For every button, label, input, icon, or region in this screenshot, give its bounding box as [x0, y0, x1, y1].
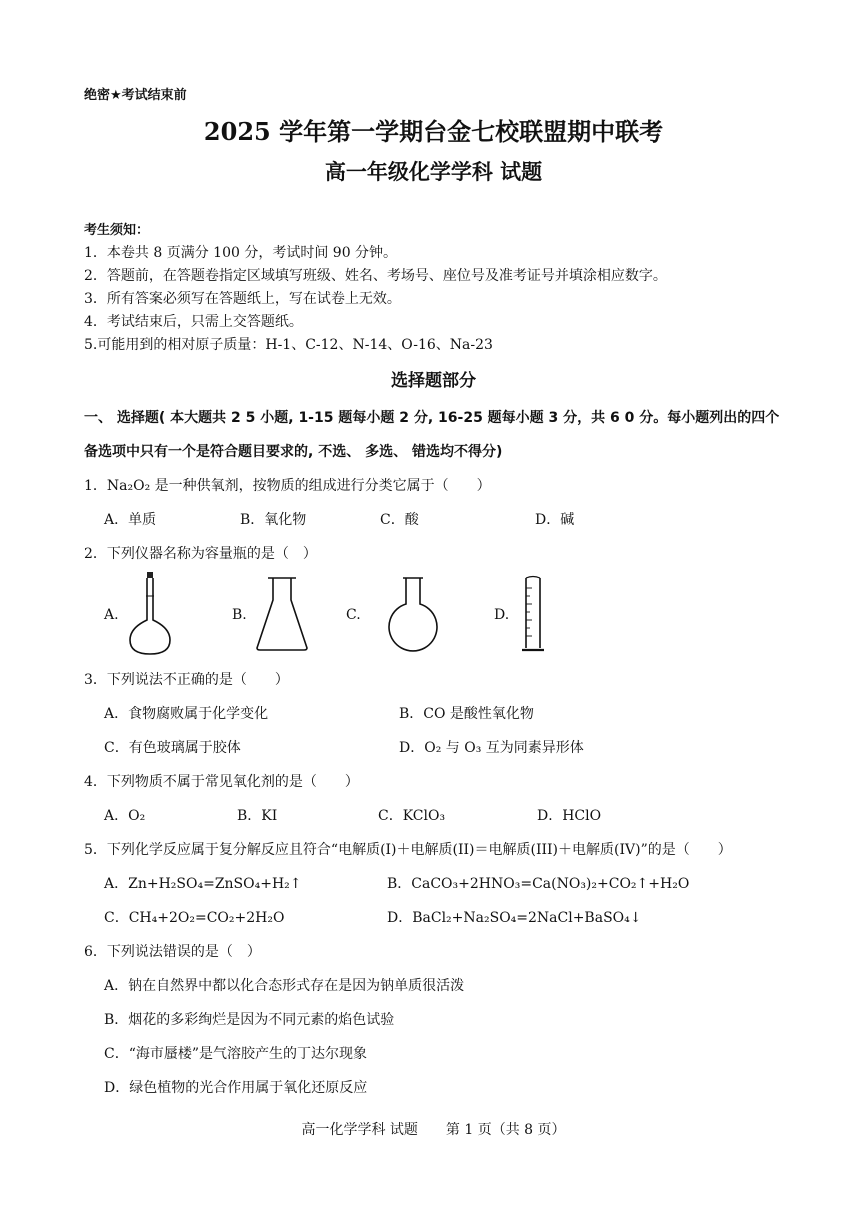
exam-subtitle: 高一年级化学学科 试题 [324, 160, 543, 184]
question-1-option-c: C．酸 [380, 512, 419, 528]
question-4-option-a: A．O₂ [104, 808, 146, 824]
question-1-option-b: B．氧化物 [240, 512, 307, 528]
question-1-option-a: A．单质 [104, 512, 157, 528]
question-3-option-c: C．有色玻璃属于胶体 [104, 740, 241, 756]
question-1-stem: 1．Na₂O₂ 是一种供氧剂，按物质的组成进行分类它属于（ ） [84, 478, 491, 494]
question-2-option-a: A. [104, 607, 119, 623]
question-6-option-c: C．“海市蜃楼”是气溶胶产生的丁达尔现象 [104, 1046, 368, 1062]
notice-item: 5.可能用到的相对原子质量：H-1、C-12、N-14、O-16、Na-23 [84, 337, 493, 353]
question-6-option-b: B．烟花的多彩绚烂是因为不同元素的焰色试验 [104, 1012, 395, 1028]
conical-flask-icon [254, 576, 310, 652]
question-5-option-b: B．CaCO₃+2HNO₃=Ca(NO₃)₂+CO₂↑+H₂O [387, 876, 690, 892]
notice-item: 3．所有答案必须写在答题纸上，写在试卷上无效。 [84, 291, 401, 307]
confidential-seal: 绝密★考试结束前 [84, 88, 187, 103]
question-2-option-d: D. [494, 607, 510, 623]
volumetric-flask-icon [126, 570, 176, 656]
instructions-line-2: 备选项中只有一个是符合题目要求的, 不选、 多选、 错选均不得分) [84, 444, 503, 460]
graduated-cylinder-icon [518, 574, 548, 654]
question-4-option-d: D．HClO [537, 808, 602, 824]
question-1-option-d: D．碱 [535, 512, 575, 528]
question-5-option-d: D．BaCl₂+Na₂SO₄=2NaCl+BaSO₄↓ [387, 910, 642, 926]
question-6-stem: 6．下列说法错误的是（ ） [84, 944, 261, 960]
question-3-option-b: B．CO 是酸性氧化物 [399, 706, 534, 722]
question-2-option-b: B. [232, 607, 247, 623]
round-bottom-flask-icon [386, 576, 440, 654]
notice-item: 1．本卷共 8 页满分 100 分，考试时间 90 分钟。 [84, 245, 398, 261]
notice-item: 4．考试结束后，只需上交答题纸。 [84, 314, 303, 330]
question-2-stem: 2．下列仪器名称为容量瓶的是（ ） [84, 546, 317, 562]
question-2-option-c: C. [346, 607, 361, 623]
notice-heading: 考生须知： [84, 223, 150, 238]
question-3-option-a: A．食物腐败属于化学变化 [104, 706, 269, 722]
question-6-option-d: D．绿色植物的光合作用属于氧化还原反应 [104, 1080, 368, 1096]
page-footer: 高一化学学科 试题 第 1 页（共 8 页） [301, 1122, 566, 1138]
question-5-option-a: A．Zn+H₂SO₄=ZnSO₄+H₂↑ [104, 876, 302, 892]
instructions-line-1: 一、 选择题( 本大题共 2 5 小题, 1-15 题每小题 2 分, 16-25 题每小题 3 分，共 6 0 分。每小题列出的四个 [84, 410, 780, 426]
section-title: 选择题部分 [391, 371, 476, 391]
question-4-option-b: B．KI [237, 808, 278, 824]
question-3-option-d: D．O₂ 与 O₃ 互为同素异形体 [399, 740, 584, 756]
question-4-stem: 4．下列物质不属于常见氧化剂的是（ ） [84, 774, 359, 790]
question-5-option-c: C．CH₄+2O₂=CO₂+2H₂O [104, 910, 285, 926]
question-6-option-a: A．钠在自然界中都以化合态形式存在是因为钠单质很活泼 [104, 978, 465, 994]
question-3-stem: 3．下列说法不正确的是（ ） [84, 672, 289, 688]
notice-item: 2．答题前，在答题卷指定区域填写班级、姓名、考场号、座位号及准考证号并填涂相应数字。 [84, 268, 667, 284]
question-5-stem: 5．下列化学反应属于复分解反应且符合“电解质(I)＋电解质(II)＝电解质(III)＋电解质(IV)”的是（ ） [84, 842, 732, 858]
exam-title: 2025 学年第一学期台金七校联盟期中联考 [203, 117, 664, 146]
question-4-option-c: C．KClO₃ [378, 808, 446, 824]
